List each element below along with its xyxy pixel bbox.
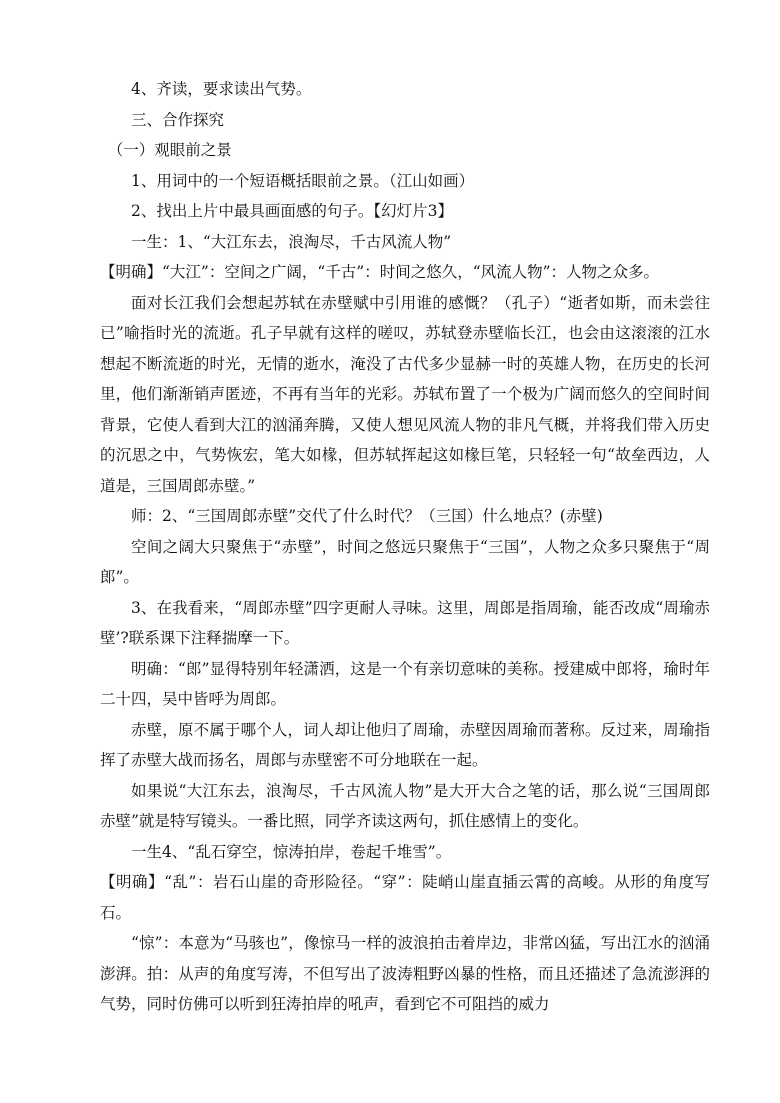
paragraph-comparison: 如果说“大江东去，浪淘尽，千古风流人物”是大开大合之笔的话，那么说“三国周郎赤壁”就是特写镜头。一番比照，同学齐读这两句，抓住感情上的变化。 [100, 781, 710, 830]
paragraph-yangtze-reflection: 面对长江我们会想起苏轼在赤壁赋中引用谁的感慨？（孔子）“逝者如斯，而未尝往已”喻指时光的流逝。孔子早就有这样的嗟叹，苏轼登赤壁临长江，也会由这滚滚的江水想起不断流逝的时光，无情的逝水，淹没了古代多少显赫一时的英雄人物，在历史的长河里，他们渐渐销声匿迹，不再有当年的光彩。苏轼布置了一个极为广阔而悠久的空间时间背景，它使人看到大江的汹涌奔腾，又使人想见风流人物的非凡气概，并将我们带入历史的沉思之中，气势恢宏，笔大如椽，但苏轼挥起这如椽巨笔，只轻轻一句“故垒西边，人道是，三国周郎赤壁。” [100, 293, 710, 495]
clarification-4: 【明确】“乱”：岩石山崖的奇形险径。“穿”：陡峭山崖直插云霄的高峻。从形的角度写石。 [100, 873, 710, 922]
paragraph-waves: “惊”：本意为“马骇也”，像惊马一样的波浪拍击着岸边，非常凶猛，写出江水的汹涌澎湃。拍：从声的角度写涛，不但写出了波涛粗野凶暴的性格，而且还描述了急流澎湃的气势，同时仿佛可以听到狂涛拍岸的吼声，看到它不可阻挡的威力 [100, 934, 710, 1013]
clarification-1: 【明确】“大江”：空间之广阔，“千古”：时间之悠久，“风流人物”：人物之众多。 [100, 263, 660, 281]
paragraph-focus: 空间之阔大只聚焦于“赤壁”，时间之悠远只聚焦于“三国”，人物之众多只聚焦于“周郎”。 [100, 537, 710, 586]
subsection-heading-scenery: （一）观眼前之景 [107, 141, 232, 159]
document-body [100, 74, 710, 1020]
clarification-zhoulang: 明确：“郎”显得特别年轻潇洒，这是一个有亲切意味的美称。授建威中郎将，瑜时年二十四，吴中皆呼为周郎。 [100, 659, 710, 708]
student-answer-4: 一生4、“乱石穿空，惊涛拍岸，卷起千堆雪”。 [131, 842, 452, 861]
paragraph-read-aloud: 4、齐读，要求读出气势。 [131, 80, 312, 98]
question-2: 2、找出上片中最具画面感的句子。【幻灯片3】 [131, 202, 453, 220]
section-heading-cooperative-inquiry: 三、合作探究 [131, 110, 225, 129]
question-3: 3、在我看来，“周郎赤壁”四字更耐人寻味。这里，周郎是指周瑜，能否改成“周瑜赤壁’?联系课下注释揣摩一下。 [100, 598, 710, 647]
paragraph-red-cliff: 赤壁，原不属于哪个人，词人却让他归了周瑜，赤壁因周瑜而著称。反过来，周瑜指挥了赤壁大战而扬名，周郎与赤壁密不可分地联在一起。 [100, 720, 710, 769]
question-1: 1、用词中的一个短语概括眼前之景。（江山如画） [131, 171, 475, 190]
teacher-question-2: 师：2、“三国周郎赤壁”交代了什么时代？（三国）什么地点？(赤壁) [131, 507, 603, 525]
student-answer-1: 一生：1、“大江东去，浪淘尽，千古风流人物” [131, 232, 452, 251]
